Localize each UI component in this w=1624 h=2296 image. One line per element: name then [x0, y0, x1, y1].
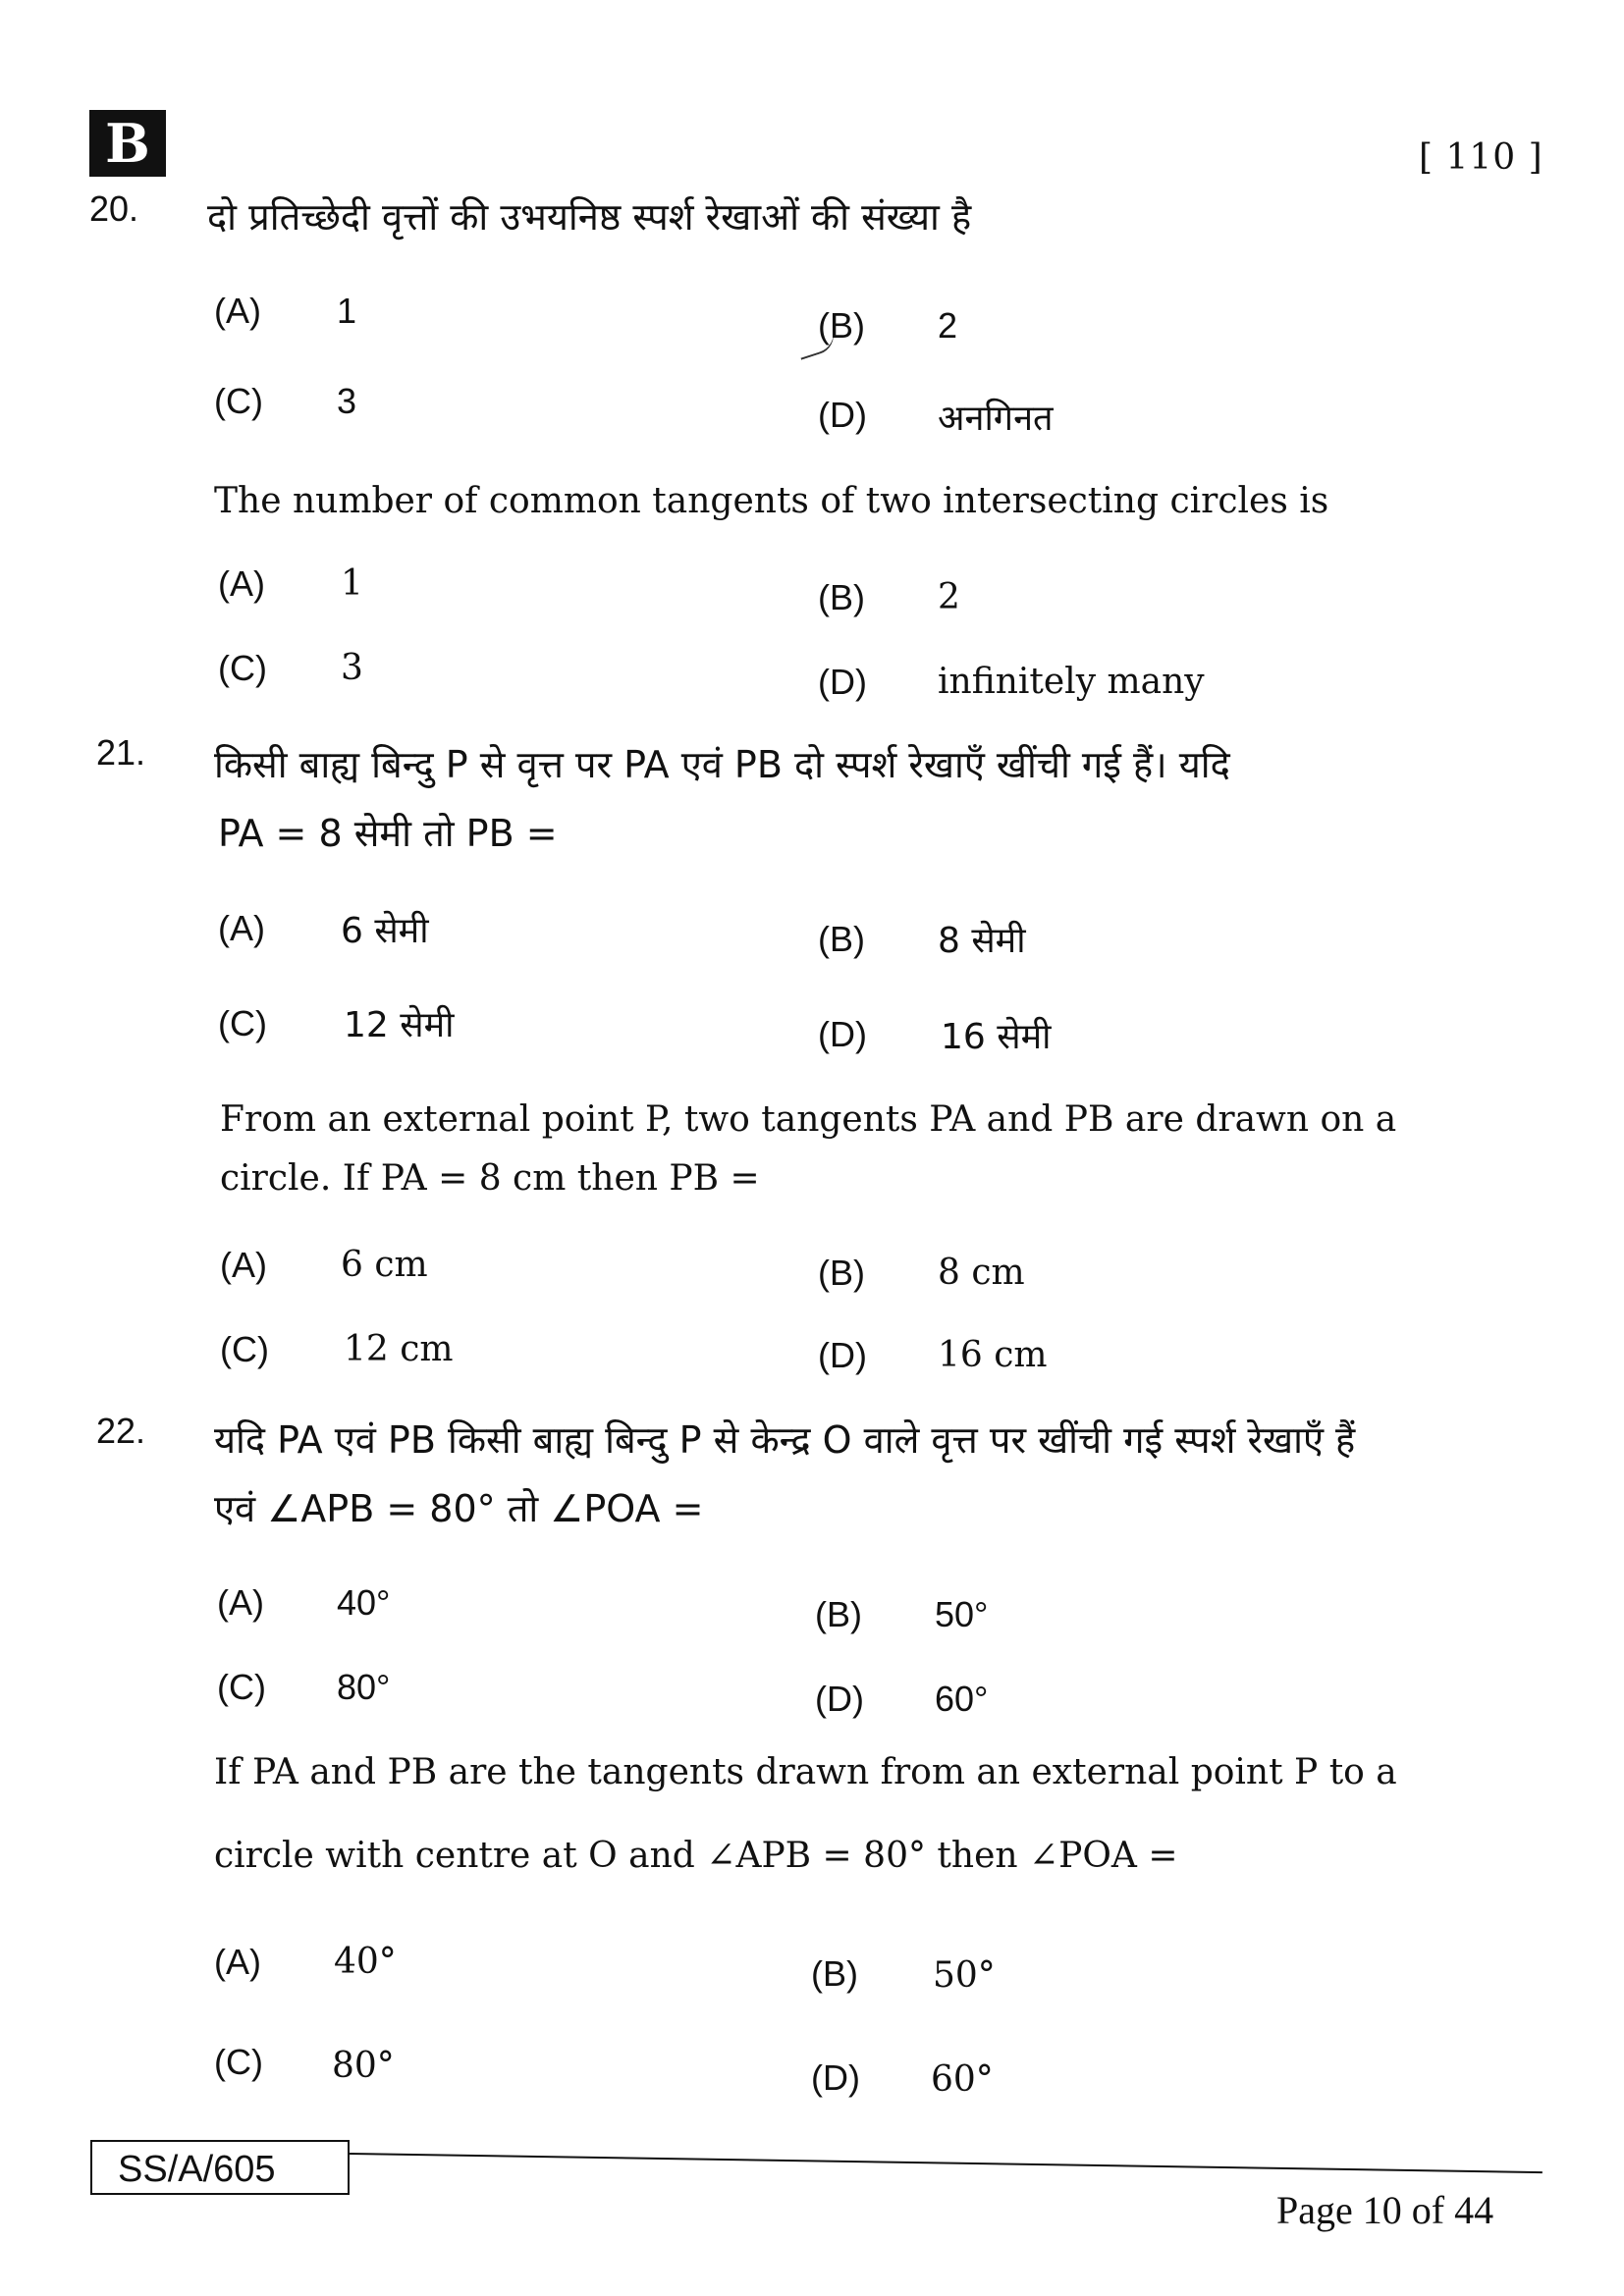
q21-en-option-d-value: 16 cm: [938, 1335, 1048, 1375]
q21-en-option-d-label: (D): [818, 1335, 867, 1375]
page-number: Page 10 of 44: [1276, 2188, 1494, 2232]
question-22-hindi-line1: यदि PA एवं PB किसी बाह्य बिन्दु P से केन्द्र O वाले वृत्त पर खींची गई स्पर्श रेखाएँ हैं: [214, 1418, 1356, 1462]
question-22-english-line2: circle with centre at O and ∠APB = 80° then ∠POA =: [214, 1836, 1178, 1876]
q21-hi-option-d-value: 16 सेमी: [941, 1017, 1052, 1057]
q22-hi-option-a-label: (A): [217, 1582, 264, 1623]
q20-en-option-a-value: 1: [341, 563, 363, 604]
q22-en-option-b-label: (B): [811, 1953, 858, 1994]
q22-en-option-d-value: 60°: [931, 2059, 994, 2100]
q20-en-option-c-label: (C): [218, 648, 267, 688]
q21-hi-option-b-value: 8 सेमी: [938, 921, 1026, 961]
q22-hi-option-d-value: 60°: [935, 1679, 989, 1719]
q20-en-option-b-label: (B): [818, 577, 865, 617]
q20-hi-option-b-value: 2: [938, 305, 958, 346]
question-22-english-line1: If PA and PB are the tangents drawn from an external point P to a: [214, 1752, 1397, 1792]
q22-hi-option-c-value: 80°: [337, 1667, 391, 1707]
question-22-hindi-line2: एवं ∠APB = 80° तो ∠POA =: [214, 1487, 704, 1530]
q22-hi-option-c-label: (C): [217, 1667, 266, 1707]
q21-en-option-a-label: (A): [220, 1245, 267, 1285]
question-21-english-line1: From an external point P, two tangents PA and PB are drawn on a: [220, 1099, 1397, 1140]
q21-hi-option-b-label: (B): [818, 919, 865, 959]
question-20-hindi-text: दो प्रतिच्छेदी वृत्तों की उभयनिष्ठ स्पर्श रेखाओं की संख्या है: [207, 195, 972, 239]
q20-hi-option-d-value: अनगिनत: [938, 399, 1054, 439]
q20-hi-option-c-value: 3: [337, 381, 357, 421]
question-21-hindi-line2: PA = 8 सेमी तो PB =: [218, 812, 558, 855]
footer-divider-line: [350, 2153, 1543, 2173]
question-21-hindi-line1: किसी बाह्य बिन्दु P से वृत्त पर PA एवं PB दो स्पर्श रेखाएँ खींची गई हैं। यदि: [214, 743, 1230, 786]
question-20-number: 20.: [89, 188, 139, 229]
q20-hi-option-c-label: (C): [214, 381, 263, 421]
q22-en-option-b-value: 50°: [933, 1955, 996, 1996]
q21-en-option-b-value: 8 cm: [938, 1253, 1025, 1293]
q20-en-option-b-value: 2: [938, 577, 960, 617]
q22-hi-option-b-value: 50°: [935, 1594, 989, 1634]
question-22-number: 22.: [96, 1411, 146, 1451]
q20-en-option-d-value: infinitely many: [938, 662, 1205, 702]
q22-en-option-d-label: (D): [811, 2057, 860, 2098]
q21-en-option-c-value: 12 cm: [344, 1329, 454, 1369]
question-21-number: 21.: [96, 732, 146, 773]
page-code: [ 110 ]: [1419, 137, 1543, 178]
q20-hi-option-d-label: (D): [818, 395, 867, 435]
question-21-english-line2: circle. If PA = 8 cm then PB =: [220, 1158, 760, 1199]
q22-en-option-a-label: (A): [214, 1942, 261, 1982]
q21-hi-option-c-label: (C): [218, 1003, 267, 1043]
q22-en-option-c-label: (C): [214, 2042, 263, 2082]
q22-en-option-a-value: 40°: [334, 1942, 397, 1982]
q22-hi-option-d-label: (D): [815, 1679, 864, 1719]
q22-en-option-c-value: 80°: [332, 2046, 395, 2086]
q20-hi-option-a-label: (A): [214, 291, 261, 331]
q21-en-option-b-label: (B): [818, 1253, 865, 1293]
paper-code-box: SS/A/605: [90, 2140, 350, 2195]
q21-hi-option-c-value: 12 सेमी: [344, 1005, 455, 1045]
q20-hi-option-a-value: 1: [337, 291, 357, 331]
q20-hi-option-b-label: (B): [818, 305, 865, 346]
q20-en-option-c-value: 3: [341, 648, 363, 688]
question-20-english-text: The number of common tangents of two intersecting circles is: [214, 481, 1329, 521]
set-label-badge: B: [89, 110, 166, 177]
q22-hi-option-a-value: 40°: [337, 1582, 391, 1623]
q20-en-option-d-label: (D): [818, 662, 867, 702]
q22-hi-option-b-label: (B): [815, 1594, 862, 1634]
q21-hi-option-a-label: (A): [218, 908, 265, 948]
q21-hi-option-a-value: 6 सेमी: [341, 911, 429, 951]
q21-hi-option-d-label: (D): [818, 1014, 867, 1054]
q20-en-option-a-label: (A): [218, 563, 265, 604]
q21-en-option-c-label: (C): [220, 1329, 269, 1369]
q21-en-option-a-value: 6 cm: [341, 1245, 428, 1285]
